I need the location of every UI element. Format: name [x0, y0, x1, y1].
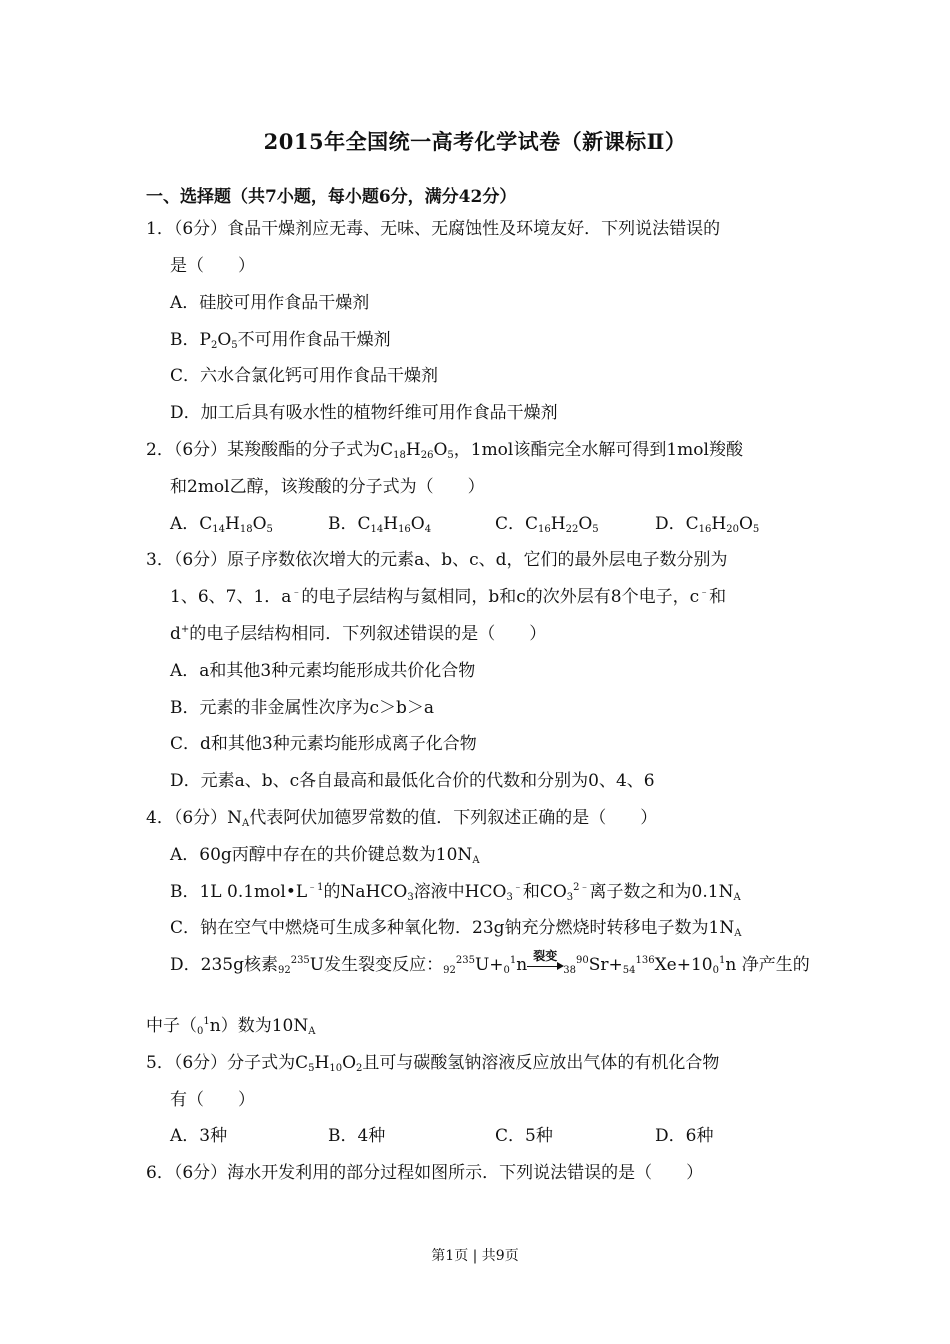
question-1: 1．（6分）食品干燥剂应无毒、无味、无腐蚀性及环境友好．下列说法错误的 — [146, 219, 721, 239]
question-1-continuation: 是（ ） — [170, 256, 255, 276]
question-2-option-d: D．$C_{16}H_{20}O_5$ — [655, 514, 760, 535]
question-6: 6．（6分）海水开发利用的部分过程如图所示．下列说法错误的是（ ） — [146, 1163, 704, 1183]
question-2: 2．（6分）某羧酸酯的分子式为$C_{18}H_{26}O_5$，1mol该酯完全水解可得到1mol羧酸 — [146, 440, 743, 461]
question-4-option-d-continuation: 中子$(_0^1n)$数为$10N_A$ — [146, 1016, 316, 1037]
question-5: 5．（6分）分子式为$C_5H_{10}O_2$且可与碳酸氢钠溶液反应放出气体的有机化合物 — [146, 1053, 720, 1074]
question-1-option-b: B．$P_2O_5$不可用作食品干燥剂 — [170, 330, 391, 351]
question-5-option-d: D．6种 — [655, 1126, 714, 1146]
question-2-continuation: 和2mol乙醇，该羧酸的分子式为（ ） — [170, 477, 485, 497]
question-4-option-a: A．60g丙醇中存在的共价键总数为$10N_A$ — [170, 845, 480, 866]
question-3-continuation-2: d+的电子层结构相同．下列叙述错误的是（ ） — [170, 624, 547, 644]
question-3-option-a: A．a和其他3种元素均能形成共价化合物 — [170, 661, 476, 681]
question-1-option-a: A．硅胶可用作食品干燥剂 — [170, 293, 370, 313]
question-1-option-d: D．加工后具有吸水性的植物纤维可用作食品干燥剂 — [170, 403, 558, 423]
question-2-option-c: C．$C_{16}H_{22}O_5$ — [495, 514, 599, 535]
question-4-option-b: B．1L $0.1mol•L^{﹣1}$的NaHCO$_3$溶液中$HCO_3^﹣$和$CO_3^{2﹣}$离子数之和为$0.1N_A$ — [170, 882, 741, 903]
question-3-option-d: D．元素a、b、c各自最高和最低化合价的代数和分别为0、4、6 — [170, 771, 655, 791]
question-5-continuation: 有（ ） — [170, 1090, 255, 1110]
question-5-option-c: C．5种 — [495, 1126, 553, 1146]
question-3: 3．（6分）原子序数依次增大的元素a、b、c、d，它们的最外层电子数分别为 — [146, 550, 728, 570]
page-footer: 第1页 | 共9页 — [431, 1248, 519, 1264]
question-4: 4．（6分）$N_A$代表阿伏加德罗常数的值．下列叙述正确的是（ ） — [146, 808, 658, 829]
page-title: 2015年全国统一高考化学试卷（新课标Ⅱ） — [263, 129, 687, 154]
question-3-option-b: B．元素的非金属性次序为c＞b＞a — [170, 698, 435, 718]
question-1-option-c: C．六水合氯化钙可用作食品干燥剂 — [170, 366, 439, 386]
section-title: 一、选择题（共7小题，每小题6分，满分42分） — [146, 187, 517, 207]
question-3-option-c: C．d和其他3种元素均能形成离子化合物 — [170, 734, 477, 754]
fission-arrow: 裂变 — [527, 959, 563, 973]
question-5-option-b: B．4种 — [328, 1126, 386, 1146]
question-4-option-d: D．235g核素$_{92}^{235}$U发生裂变反应：$_{92}^{235}U+_0^1n$ 裂变 $_{38}^{90}Sr+_{54}^{136}Xe+10_0^1n$ 净产生的 — [170, 948, 810, 976]
question-2-option-a: A．$C_{14}H_{18}O_5$ — [170, 514, 273, 535]
question-4-option-c: C．钠在空气中燃烧可生成多种氧化物．23g钠充分燃烧时转移电子数为$1N_A$ — [170, 918, 742, 939]
question-3-continuation-1: 1、6、7、1．a﹣的电子层结构与氦相同，b和c的次外层有8个电子，c﹣和 — [170, 587, 727, 607]
question-5-option-a: A．3种 — [170, 1126, 228, 1146]
question-2-option-b: B．$C_{14}H_{16}O_4$ — [328, 514, 432, 535]
